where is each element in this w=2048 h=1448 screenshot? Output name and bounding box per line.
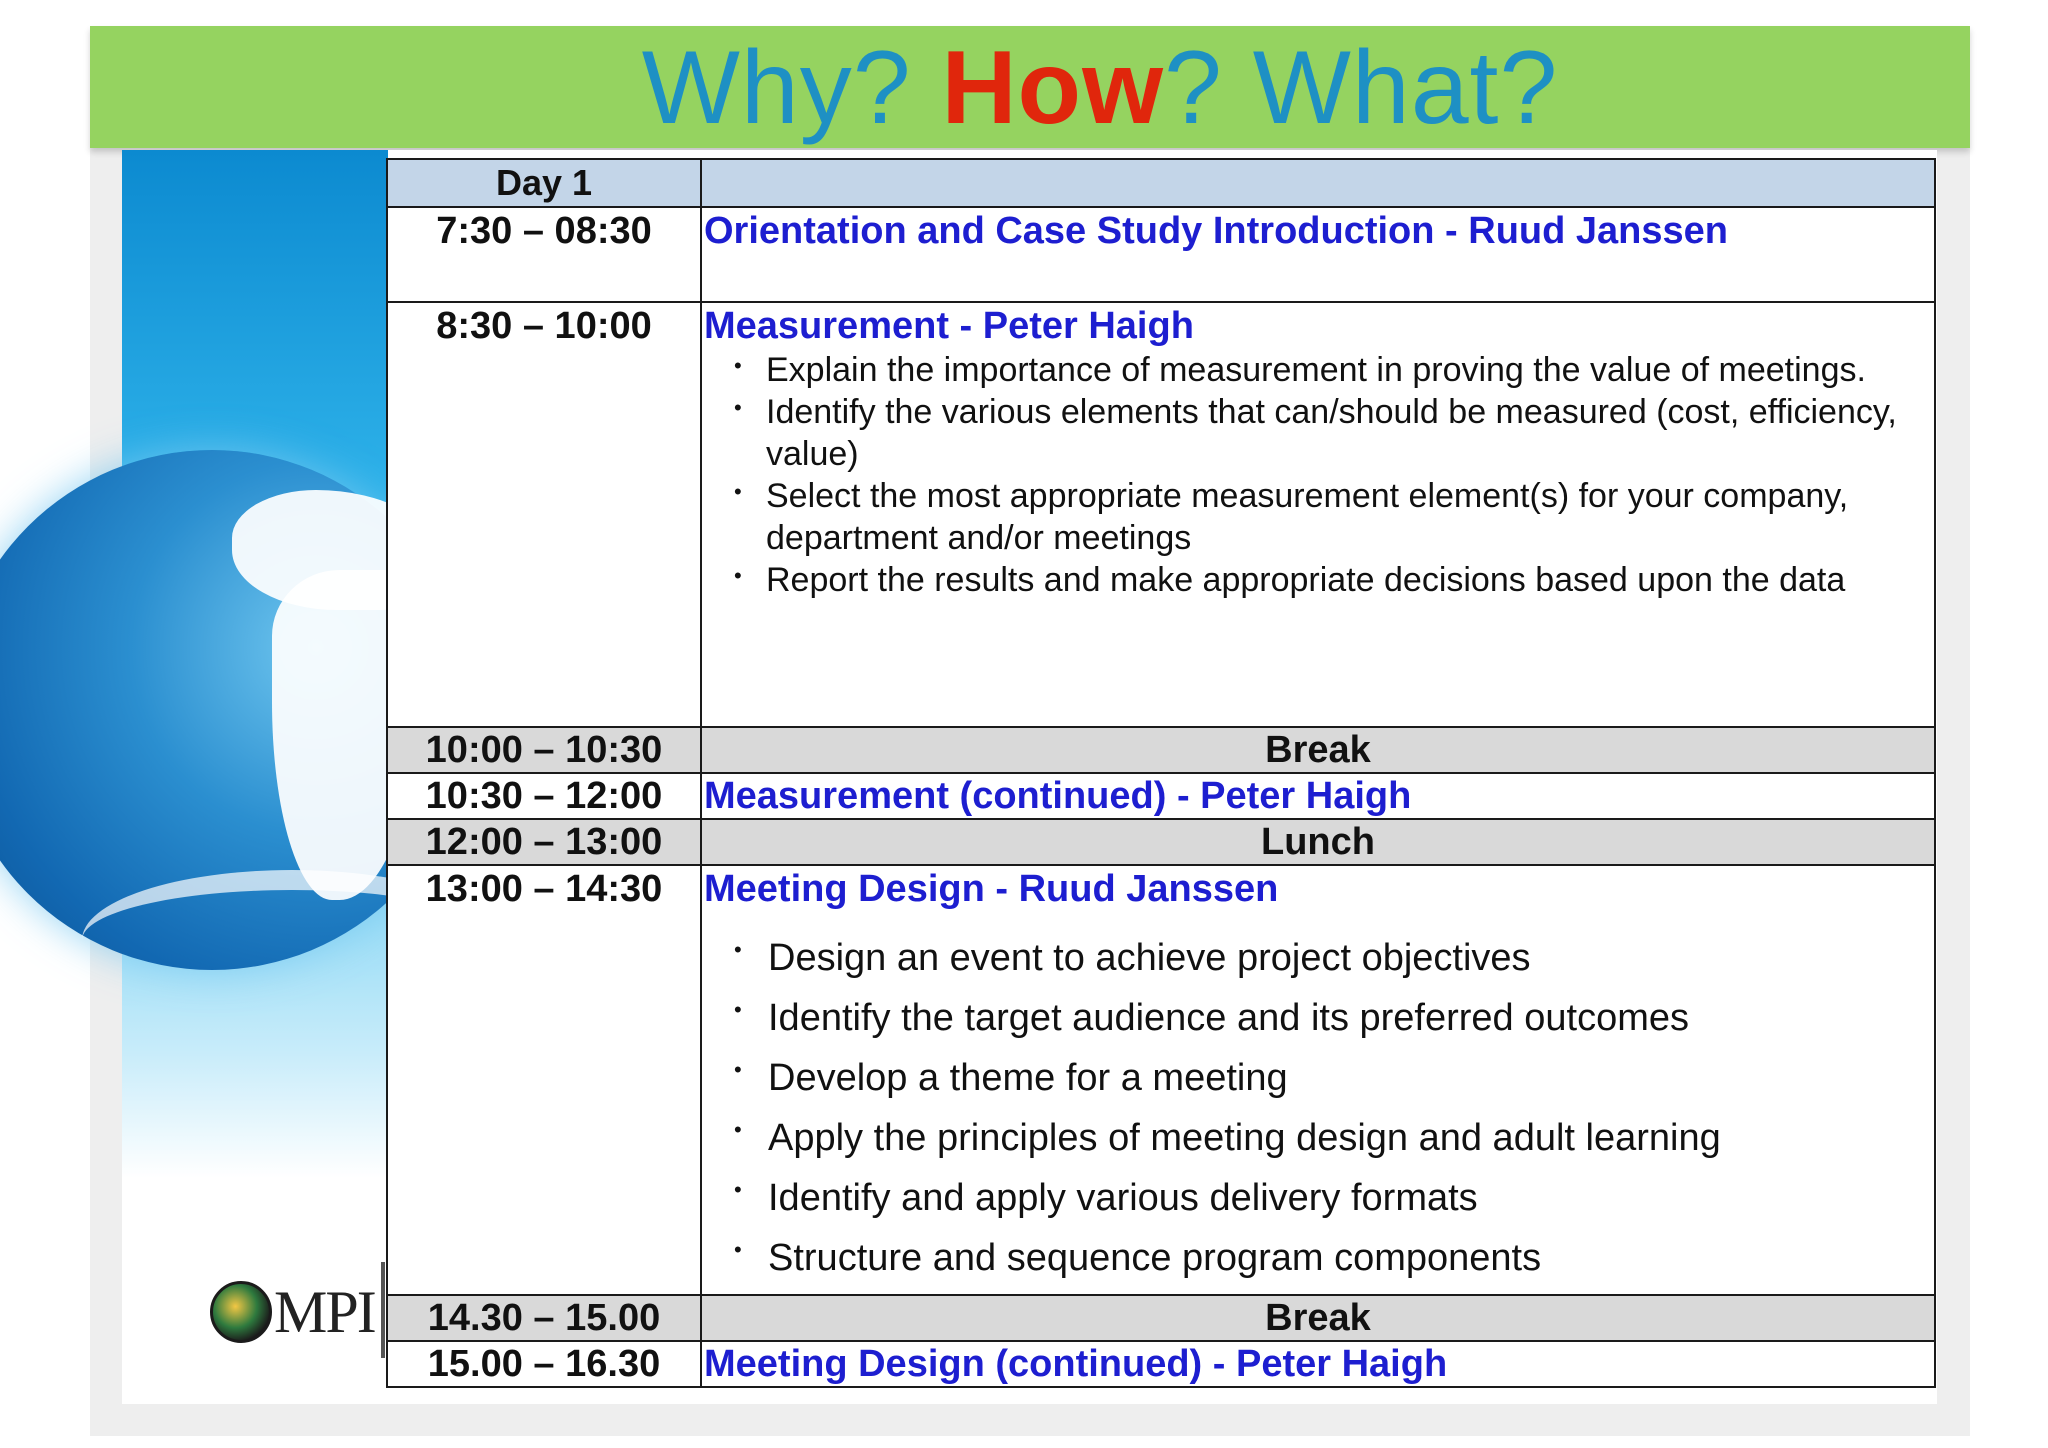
time-cell: 12:00 – 13:00 bbox=[425, 821, 663, 863]
day-label: Day 1 bbox=[495, 162, 593, 203]
session-title: Measurement (continued) - Peter Haigh bbox=[704, 775, 1412, 817]
time-cell: 8:30 – 10:00 bbox=[436, 305, 652, 347]
list-item: • Select the most appropriate measurement element(s) for your company, department and/or meetings bbox=[702, 475, 1934, 559]
break-label: Break bbox=[1265, 1297, 1371, 1339]
session-title: Meeting Design (continued) - Peter Haigh bbox=[704, 1343, 1448, 1385]
list-item: • Design an event to achieve project objectives bbox=[702, 928, 1934, 988]
logo-divider bbox=[381, 1262, 385, 1358]
objectives-list bbox=[702, 928, 1934, 1288]
table-row bbox=[387, 773, 1935, 819]
list-item: • Develop a theme for a meeting bbox=[702, 1048, 1934, 1108]
time-cell: 7:30 – 08:30 bbox=[436, 210, 652, 252]
list-item: • Report the results and make appropriate decisions based upon the data bbox=[702, 559, 1934, 601]
time-cell: 10:00 – 10:30 bbox=[425, 729, 663, 771]
title-why: Why? bbox=[641, 30, 942, 146]
table-row bbox=[387, 302, 1935, 727]
title-how: How bbox=[941, 30, 1164, 146]
table-row bbox=[387, 207, 1935, 302]
table-row bbox=[387, 819, 1935, 865]
time-cell: 13:00 – 14:30 bbox=[425, 868, 663, 910]
mpi-logo-text: MPI bbox=[274, 1278, 375, 1345]
table-row bbox=[387, 1295, 1935, 1341]
table-row bbox=[387, 1341, 1935, 1387]
break-label: Break bbox=[1265, 729, 1371, 771]
list-item: • Structure and sequence program components bbox=[702, 1228, 1934, 1288]
list-item: • Identify and apply various delivery formats bbox=[702, 1168, 1934, 1228]
slide-title bbox=[90, 32, 1970, 144]
session-title: Orientation and Case Study Introduction - Ruud Janssen bbox=[704, 210, 1728, 252]
list-item: • Identify the target audience and its preferred outcomes bbox=[702, 988, 1934, 1048]
objectives-list bbox=[702, 349, 1934, 601]
mpi-logo bbox=[210, 1278, 375, 1345]
schedule-table bbox=[386, 158, 1936, 1388]
list-item: • Explain the importance of measurement in proving the value of meetings. bbox=[702, 349, 1934, 391]
session-title: Meeting Design - Ruud Janssen bbox=[704, 868, 1279, 910]
title-what: ? What? bbox=[1163, 30, 1559, 146]
time-cell: 10:30 – 12:00 bbox=[425, 775, 663, 817]
slide-header bbox=[90, 26, 1970, 148]
globe-sidebar-image bbox=[122, 150, 388, 1404]
table-row bbox=[387, 865, 1935, 1295]
mpi-globe-icon bbox=[210, 1281, 272, 1343]
table-header-row bbox=[387, 159, 1935, 207]
list-item: • Apply the principles of meeting design and adult learning bbox=[702, 1108, 1934, 1168]
lunch-label: Lunch bbox=[1261, 821, 1375, 863]
list-item: • Identify the various elements that can/should be measured (cost, efficiency, value) bbox=[702, 391, 1934, 475]
table-row bbox=[387, 727, 1935, 773]
time-cell: 15.00 – 16.30 bbox=[427, 1343, 661, 1385]
header-day-cell bbox=[387, 159, 701, 207]
header-blank-cell bbox=[701, 159, 1935, 207]
session-title: Measurement - Peter Haigh bbox=[704, 305, 1194, 347]
time-cell: 14.30 – 15.00 bbox=[427, 1297, 661, 1339]
